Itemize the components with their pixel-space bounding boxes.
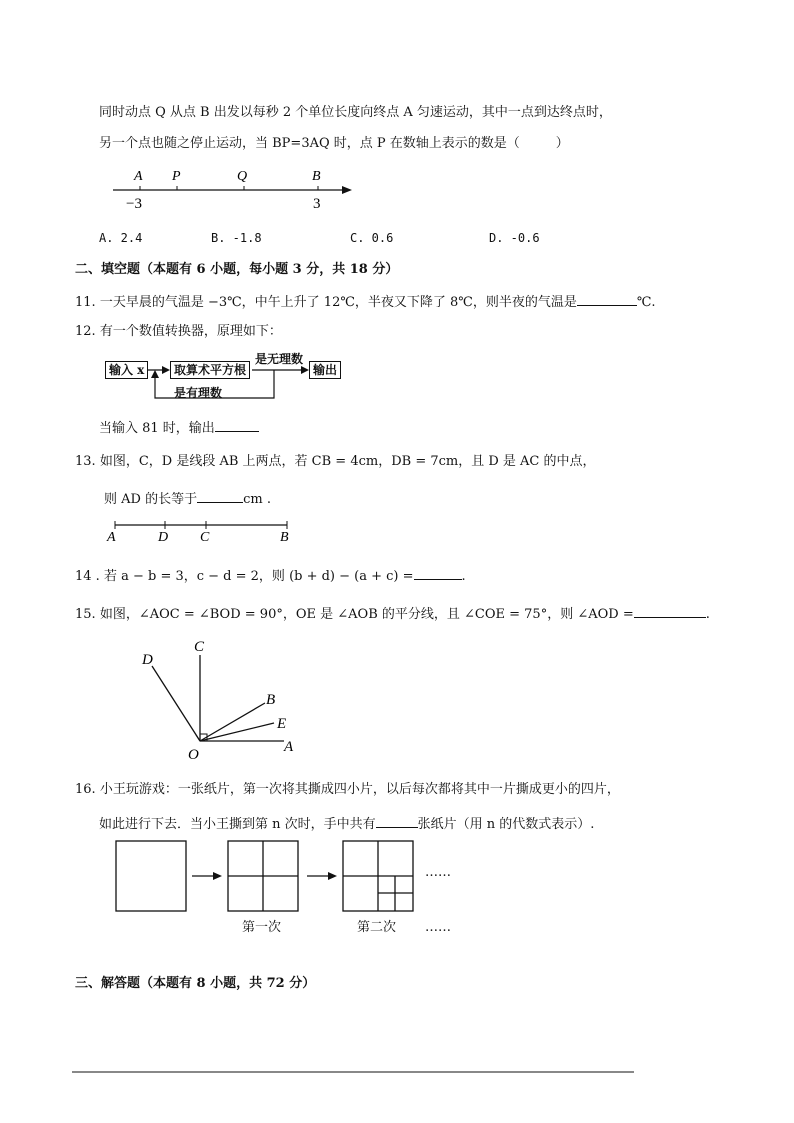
q14 bbox=[75, 567, 466, 583]
q14-number: 14 . bbox=[75, 569, 100, 584]
q12-number: 12. bbox=[75, 324, 96, 339]
q12-text: 有一个数值转换器，原理如下： bbox=[99, 324, 282, 339]
seg-label-a: A bbox=[107, 530, 116, 545]
flow-input-box: 输入 x bbox=[105, 361, 148, 379]
q13-line2-text: 则 AD 的长等于 bbox=[104, 492, 198, 507]
q16-line2 bbox=[99, 815, 594, 831]
q12-answer-blank bbox=[215, 419, 259, 432]
axis-label-a: A bbox=[134, 169, 143, 184]
q11-text: 一天早晨的气温是 −3℃，中午上升了 12℃，半夜又下降了 8℃，则半夜的气温是 bbox=[99, 295, 577, 310]
q10-line1: 同时动点 Q 从点 B 出发以每秒 2 个单位长度向终点 A 匀速运动，其中一点到达终点时， bbox=[99, 105, 612, 120]
q11-number: 11. bbox=[75, 295, 96, 310]
flow-output-box: 输出 bbox=[309, 361, 341, 379]
q10-close-paren: ） bbox=[555, 136, 569, 151]
arrow-head-icon bbox=[342, 186, 352, 194]
q12-question bbox=[99, 419, 259, 435]
q16-caption-first: 第一次 bbox=[242, 920, 282, 935]
flow-arrow-head-icon bbox=[151, 370, 159, 378]
q15-number: 15. bbox=[75, 607, 96, 622]
q16-number: 16. bbox=[75, 782, 96, 797]
q16-caption-second: 第二次 bbox=[357, 920, 397, 935]
q16-line2a: 如此进行下去．当小王撕到第 n 次时，手中共有 bbox=[99, 817, 376, 832]
q11-unit: ℃. bbox=[636, 295, 656, 310]
angle-label-a: A bbox=[284, 739, 294, 755]
flow-irrational-label: 是无理数 bbox=[255, 352, 304, 366]
q14-answer-blank bbox=[414, 567, 462, 580]
flow-rational-label: 是有理数 bbox=[174, 386, 223, 400]
angle-label-e: E bbox=[277, 716, 287, 732]
q15-text: 如图，∠AOC = ∠BOD = 90°，OE 是 ∠AOB 的平分线，且 ∠COE = 75°，则 ∠AOD = bbox=[99, 607, 634, 622]
right-arrow-icon bbox=[328, 872, 337, 880]
axis-label-b: B bbox=[312, 169, 321, 184]
q13-segment bbox=[106, 521, 289, 545]
seg-label-b: B bbox=[280, 530, 289, 545]
section3-title: 三、解答题（本题有 8 小题，共 72 分） bbox=[75, 976, 316, 991]
q16 bbox=[75, 783, 620, 796]
angle-label-o: O bbox=[188, 747, 199, 763]
q14-end: . bbox=[461, 569, 466, 584]
q10-line2-text: 另一个点也随之停止运动，当 BP=3AQ 时，点 P 在数轴上表示的数是（ bbox=[99, 136, 520, 151]
q12 bbox=[75, 325, 282, 338]
q16-line1: 小王玩游戏：一张纸片，第一次将其撕成四小片，以后每次都将其中一片撕成更小的四片， bbox=[99, 782, 620, 797]
q15-angle-figure bbox=[152, 655, 287, 741]
q13-number: 13. bbox=[75, 454, 96, 469]
q15-end: . bbox=[705, 607, 710, 622]
q16-dots-bottom: …… bbox=[425, 920, 451, 935]
axis-tick-3: 3 bbox=[313, 196, 321, 212]
angle-label-d: D bbox=[142, 652, 153, 668]
q13-answer-blank bbox=[197, 490, 243, 503]
q13-unit: cm . bbox=[243, 492, 271, 507]
q13-line2 bbox=[104, 490, 271, 506]
q16-squares bbox=[116, 841, 413, 911]
q15 bbox=[75, 605, 710, 621]
q10-option-b: B. -1.8 bbox=[211, 231, 262, 245]
q13 bbox=[75, 455, 596, 468]
axis-label-p: P bbox=[172, 169, 181, 184]
q13-text: 如图，C，D 是线段 AB 上两点，若 CB = 4cm，DB = 7cm，且 D 是 AC 的中点， bbox=[99, 454, 596, 469]
axis-tick-neg3: −3 bbox=[126, 196, 142, 212]
q10-option-a: A. 2.4 bbox=[99, 231, 143, 245]
q10-option-d: D. -0.6 bbox=[489, 231, 540, 245]
q10-number-line bbox=[113, 169, 352, 212]
seg-label-c: C bbox=[200, 530, 210, 545]
seg-label-d: D bbox=[158, 530, 169, 545]
flow-arrow-head-icon bbox=[301, 366, 309, 374]
q16-answer-blank bbox=[376, 815, 418, 828]
q16-line2b: 张纸片（用 n 的代数式表示）. bbox=[417, 817, 595, 832]
flow-arrow-head-icon bbox=[162, 366, 170, 374]
axis-label-q: Q bbox=[237, 169, 248, 184]
section2-title: 二、填空题（本题有 6 小题，每小题 3 分，共 18 分） bbox=[75, 262, 399, 277]
flow-process-box: 取算术平方根 bbox=[170, 361, 250, 379]
angle-label-c: C bbox=[194, 639, 205, 655]
right-arrow-icon bbox=[213, 872, 222, 880]
q15-labels bbox=[141, 639, 294, 763]
q12-question-text: 当输入 81 时，输出 bbox=[99, 421, 215, 436]
q14-text: 若 a − b = 3，c − d = 2，则 (b + d) − (a + c) = bbox=[103, 569, 414, 584]
q10-option-c: C. 0.6 bbox=[350, 231, 394, 245]
q15-answer-blank bbox=[634, 605, 706, 618]
q11-answer-blank bbox=[577, 293, 637, 306]
angle-label-b: B bbox=[266, 692, 276, 708]
q16-dots-top: …… bbox=[425, 865, 451, 880]
q11 bbox=[75, 293, 656, 309]
